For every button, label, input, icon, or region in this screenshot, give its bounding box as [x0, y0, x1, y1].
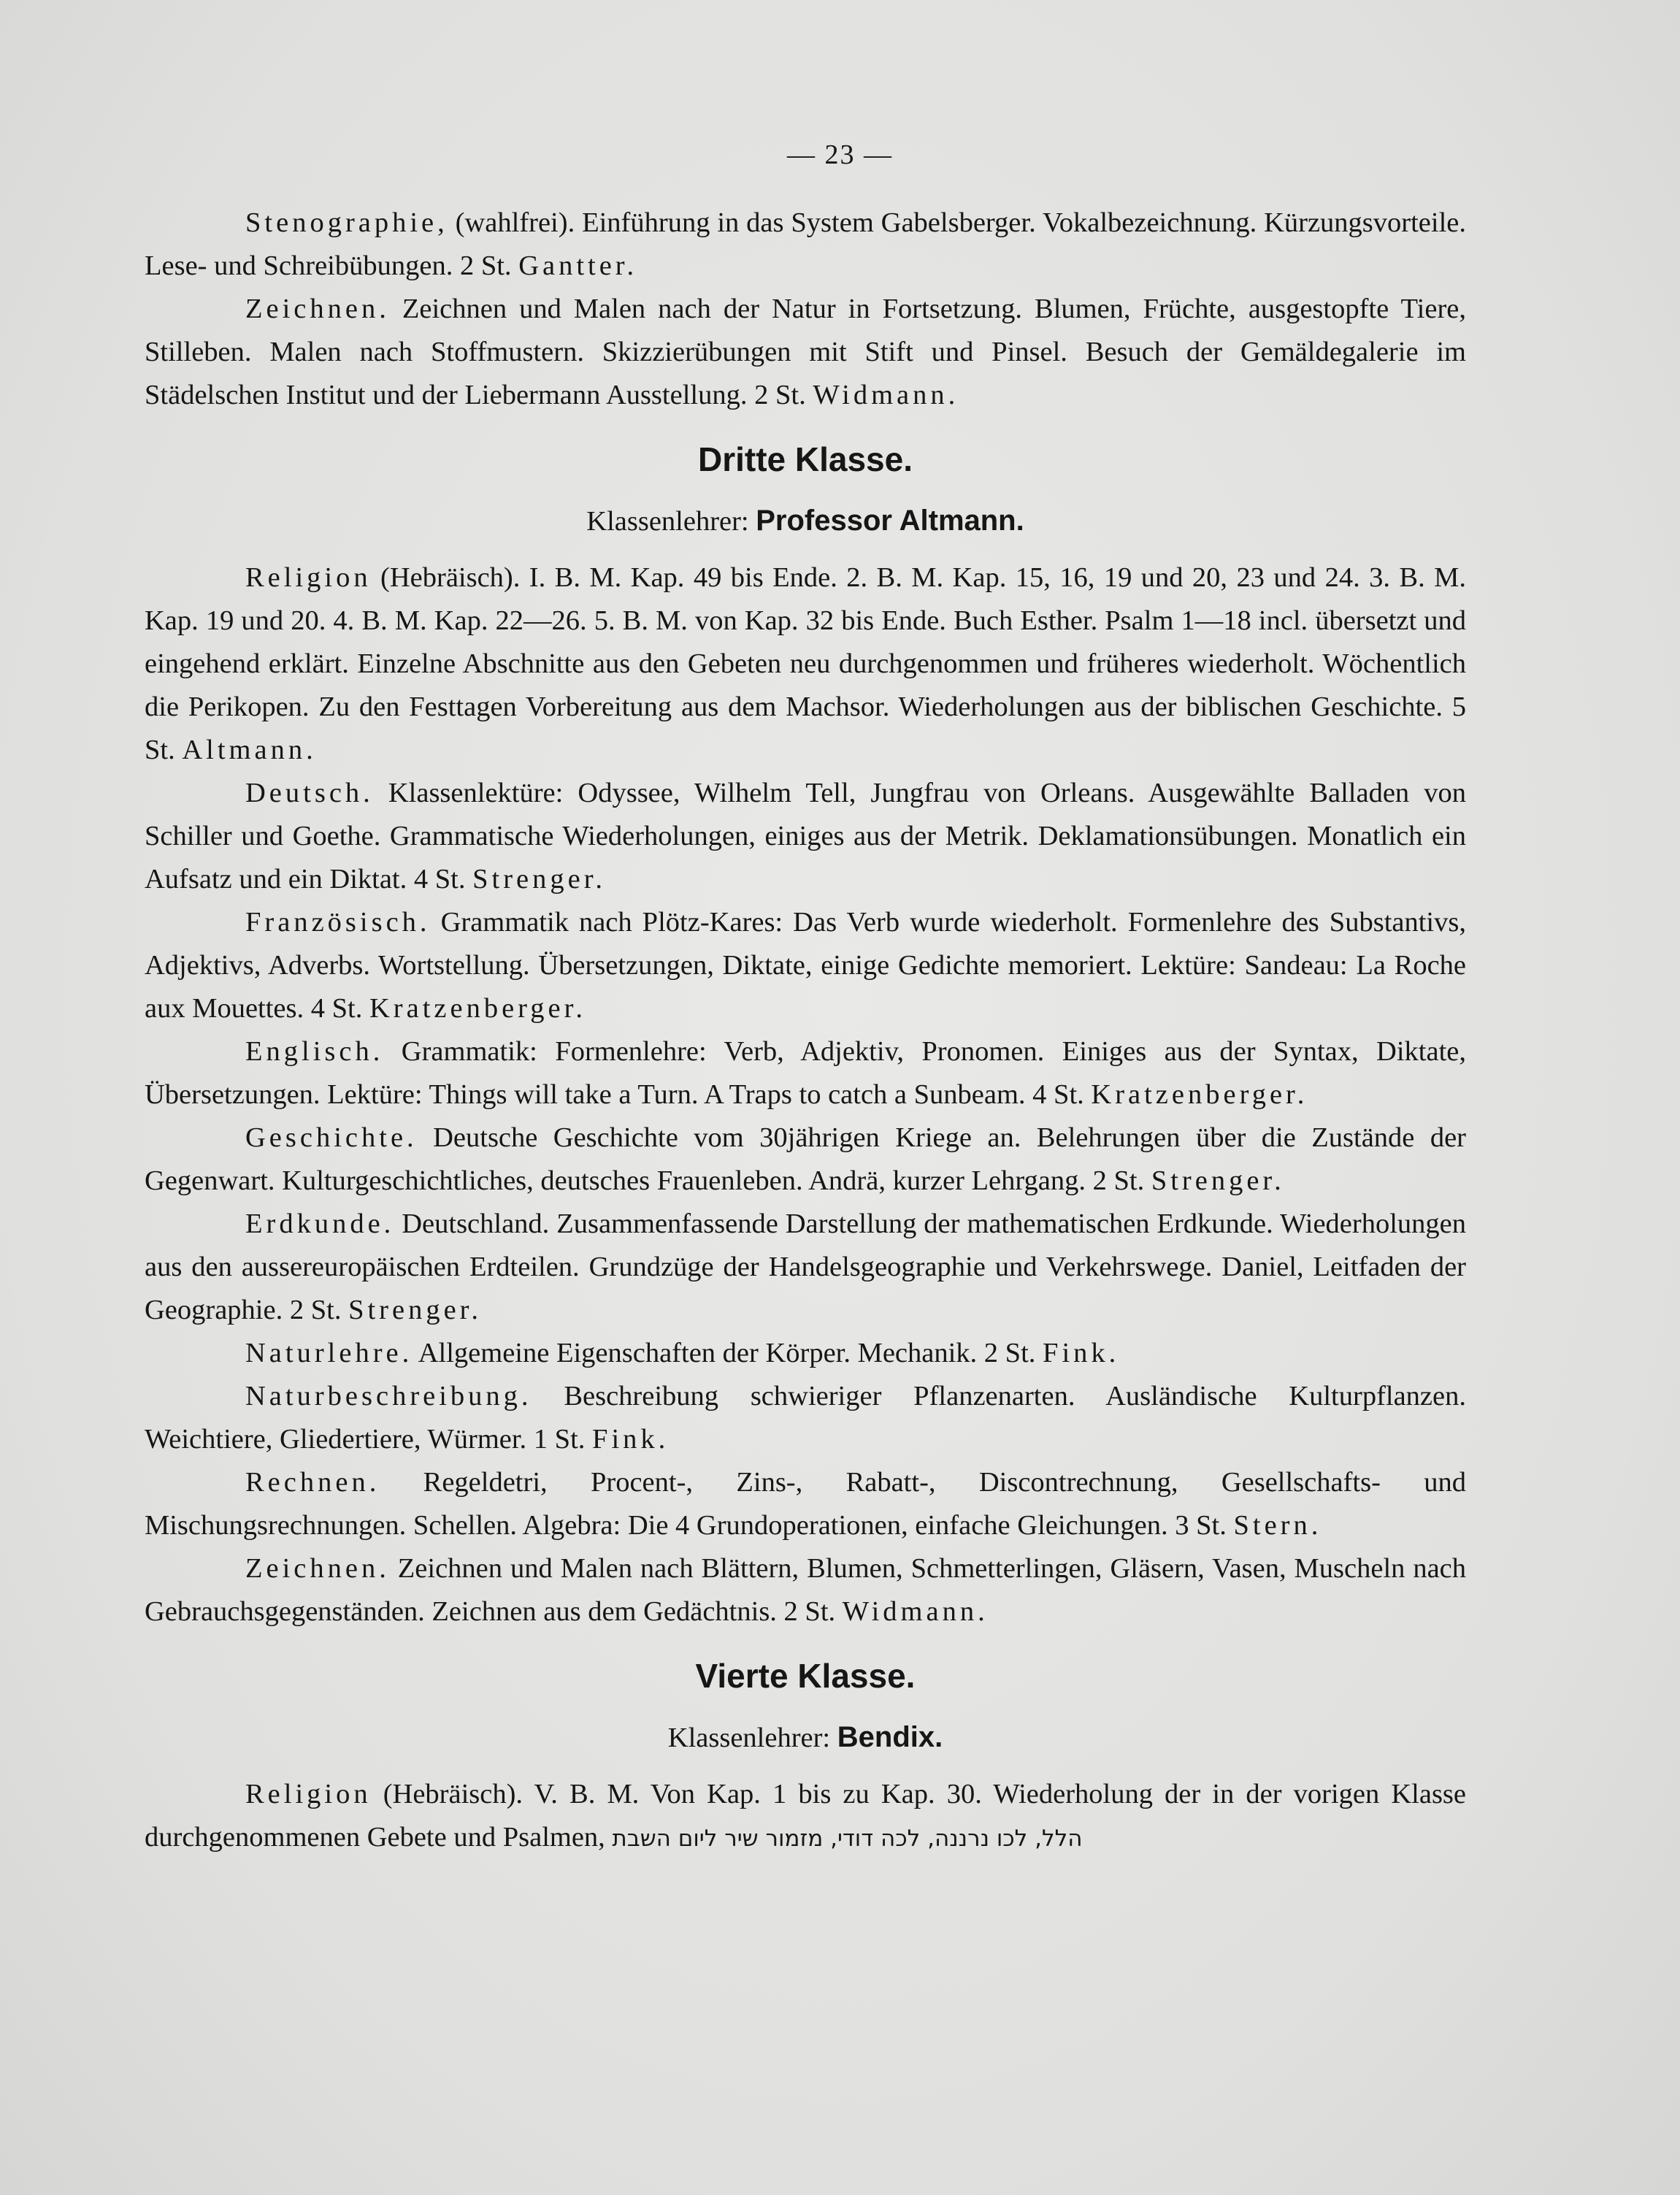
paragraph-geschichte [145, 1116, 1466, 1203]
subject-heading: Englisch. [245, 1036, 384, 1067]
teacher-name: Fink. [1043, 1338, 1120, 1368]
subject-heading: Religion [245, 562, 372, 593]
paragraph-zeichnen-dritte [145, 1547, 1466, 1633]
paragraph-erdkunde [145, 1203, 1466, 1332]
paragraph-text: Grammatik nach Plötz-Kares: Das Verb wurde wiederholt. Formenlehre des Substantivs, Adjektivs, Adverbs. Wortstellung. Übersetzungen, Diktate, einige Gedichte memoriert. Lektüre: Sandeau: La Roche aux Mouettes. 4 St. [145, 907, 1466, 1024]
class-teacher-label: Klassenlehrer: [586, 506, 749, 537]
subject-heading: Rechnen. [245, 1467, 380, 1498]
paragraph-text: Zeichnen und Malen nach Blättern, Blumen, Schmetterlingen, Gläsern, Vasen, Muscheln nach Gebrauchsgegenständen. Zeichnen aus dem Gedächtnis. 2 St. [145, 1553, 1466, 1627]
hebrew-prayer-list: הלל, לכו נרננה, לכה דודי, מזמור שיר ליום השבת [612, 1826, 1083, 1852]
section-title-vierte-klasse: Vierte Klasse. [695, 1657, 916, 1695]
section-title-dritte-klasse: Dritte Klasse. [697, 440, 913, 478]
paragraph-naturbeschreibung [145, 1375, 1466, 1461]
class-teacher-line [145, 499, 1466, 543]
subject-heading: Zeichnen. [245, 294, 390, 324]
class-teacher-label: Klassenlehrer: [667, 1723, 831, 1753]
paragraph-naturlehre [145, 1332, 1466, 1375]
teacher-name: Strenger. [472, 864, 607, 895]
class-teacher-line [145, 1715, 1466, 1760]
paragraph-deutsch [145, 772, 1466, 901]
paragraph-text: Regeldetri, Procent-, Zins-, Rabatt-, Discontrechnung, Gesellschafts- und Mischungsrechnungen. Schellen. Algebra: Die 4 Grundoperationen, einfache Gleichungen. 3 St. [145, 1467, 1466, 1541]
subject-heading: Geschichte. [245, 1122, 418, 1153]
paragraph-text: Deutsche Geschichte vom 30jährigen Kriege an. Belehrungen über die Zustände der Gegenwart. Kulturgeschichtliches, deutsches Frauenleben. Andrä, kurzer Lehrgang. 2 St. [145, 1122, 1466, 1196]
page-number: — 23 — [787, 139, 893, 170]
paragraph-text: Grammatik: Formenlehre: Verb, Adjektiv, Pronomen. Einiges aus der Syntax, Diktate, Übersetzungen. Lektüre: Things will take a Turn. A Traps to catch a Sunbeam. 4 St. [145, 1036, 1466, 1110]
paragraph-stenographie [145, 202, 1466, 288]
paragraph-franzoesisch [145, 901, 1466, 1030]
subject-heading: Zeichnen. [245, 1553, 390, 1584]
paragraph-religion [145, 556, 1466, 772]
teacher-name: Widmann. [813, 380, 959, 410]
teacher-name: Gantter. [518, 250, 638, 281]
paragraph-text: Beschreibung schwieriger Pflanzenarten. Ausländische Kulturpflanzen. Weichtiere, Gliedertiere, Würmer. 1 St. [145, 1381, 1466, 1455]
paragraph-englisch [145, 1030, 1466, 1116]
subject-heading: Deutsch. [245, 778, 374, 808]
teacher-name: Kratzenberger. [1091, 1079, 1308, 1110]
paragraph-text: Allgemeine Eigenschaften der Körper. Mechanik. 2 St. [413, 1338, 1043, 1368]
paragraph-text: (Hebräisch). I. B. M. Kap. 49 bis Ende. 2. B. M. Kap. 15, 16, 19 und 20, 23 und 24. 3. B. M. Kap. 19 und 20. 4. B. M. Kap. 22—26. 5. B. M. von Kap. 32 bis Ende. Buch Esther. Psalm 1—18 incl. übersetzt und eingehend erklärt. Einzelne Abschnitte aus den Gebeten neu durchgenommen und früheres wiederholt. Wöchentlich die Perikopen. Zu den Festtagen Vorbereitung aus dem Machsor. Wiederholungen aus der biblischen Geschichte. 5 St. [145, 562, 1466, 765]
teacher-name: Strenger. [348, 1295, 483, 1325]
teacher-name: Widmann. [842, 1596, 989, 1627]
subject-heading: Stenographie, [245, 207, 448, 238]
teacher-name: Kratzenberger. [369, 993, 586, 1024]
paragraph-text: Klassenlektüre: Odyssee, Wilhelm Tell, Jungfrau von Orleans. Ausgewählte Balladen von Schiller und Goethe. Grammatische Wiederholungen, einiges aus der Metrik. Deklamationsübungen. Monatlich ein Aufsatz und ein Diktat. 4 St. [145, 778, 1466, 895]
teacher-name: Strenger. [1151, 1165, 1285, 1196]
paragraph-zeichnen [145, 288, 1466, 417]
class-teacher-name: Professor Altmann. [756, 505, 1024, 537]
subject-heading: Erdkunde. [245, 1208, 395, 1239]
paragraph-religion-vierte [145, 1773, 1466, 1861]
teacher-name: Stern. [1233, 1510, 1322, 1541]
page-content [145, 202, 1466, 1861]
teacher-name: Fink. [592, 1424, 670, 1455]
paragraph-text: Zeichnen und Malen nach der Natur in Fortsetzung. Blumen, Früchte, ausgestopfte Tiere, Stilleben. Malen nach Stoffmustern. Skizzierübungen mit Stift und Pinsel. Besuch der Gemäldegalerie im Städelschen Institut und der Liebermann Ausstellung. 2 St. [145, 294, 1466, 410]
subject-heading: Naturbeschreibung. [245, 1381, 532, 1411]
subject-heading: Französisch. [245, 907, 431, 938]
subject-heading: Naturlehre. [245, 1338, 413, 1368]
teacher-name: Altmann. [182, 735, 317, 765]
subject-heading: Religion [245, 1779, 372, 1809]
paragraph-text: Deutschland. Zusammenfassende Darstellung der mathematischen Erdkunde. Wiederholungen aus den aussereuropäischen Erdteilen. Grundzüge der Handelsgeographie und Verkehrswege. Daniel, Leitfaden der Geographie. 2 St. [145, 1208, 1466, 1325]
paragraph-rechnen [145, 1461, 1466, 1547]
class-teacher-name: Bendix. [837, 1721, 943, 1753]
paragraph-text: (wahlfrei). Einführung in das System Gabelsberger. Vokalbezeichnung. Kürzungsvorteile. Lese- und Schreibübungen. 2 St. [145, 207, 1466, 281]
paragraph-text: (Hebräisch). V. B. M. Von Kap. 1 bis zu Kap. 30. Wiederholung der in der vorigen Klasse durchgenommenen Gebete und Psalmen, [145, 1779, 1466, 1853]
